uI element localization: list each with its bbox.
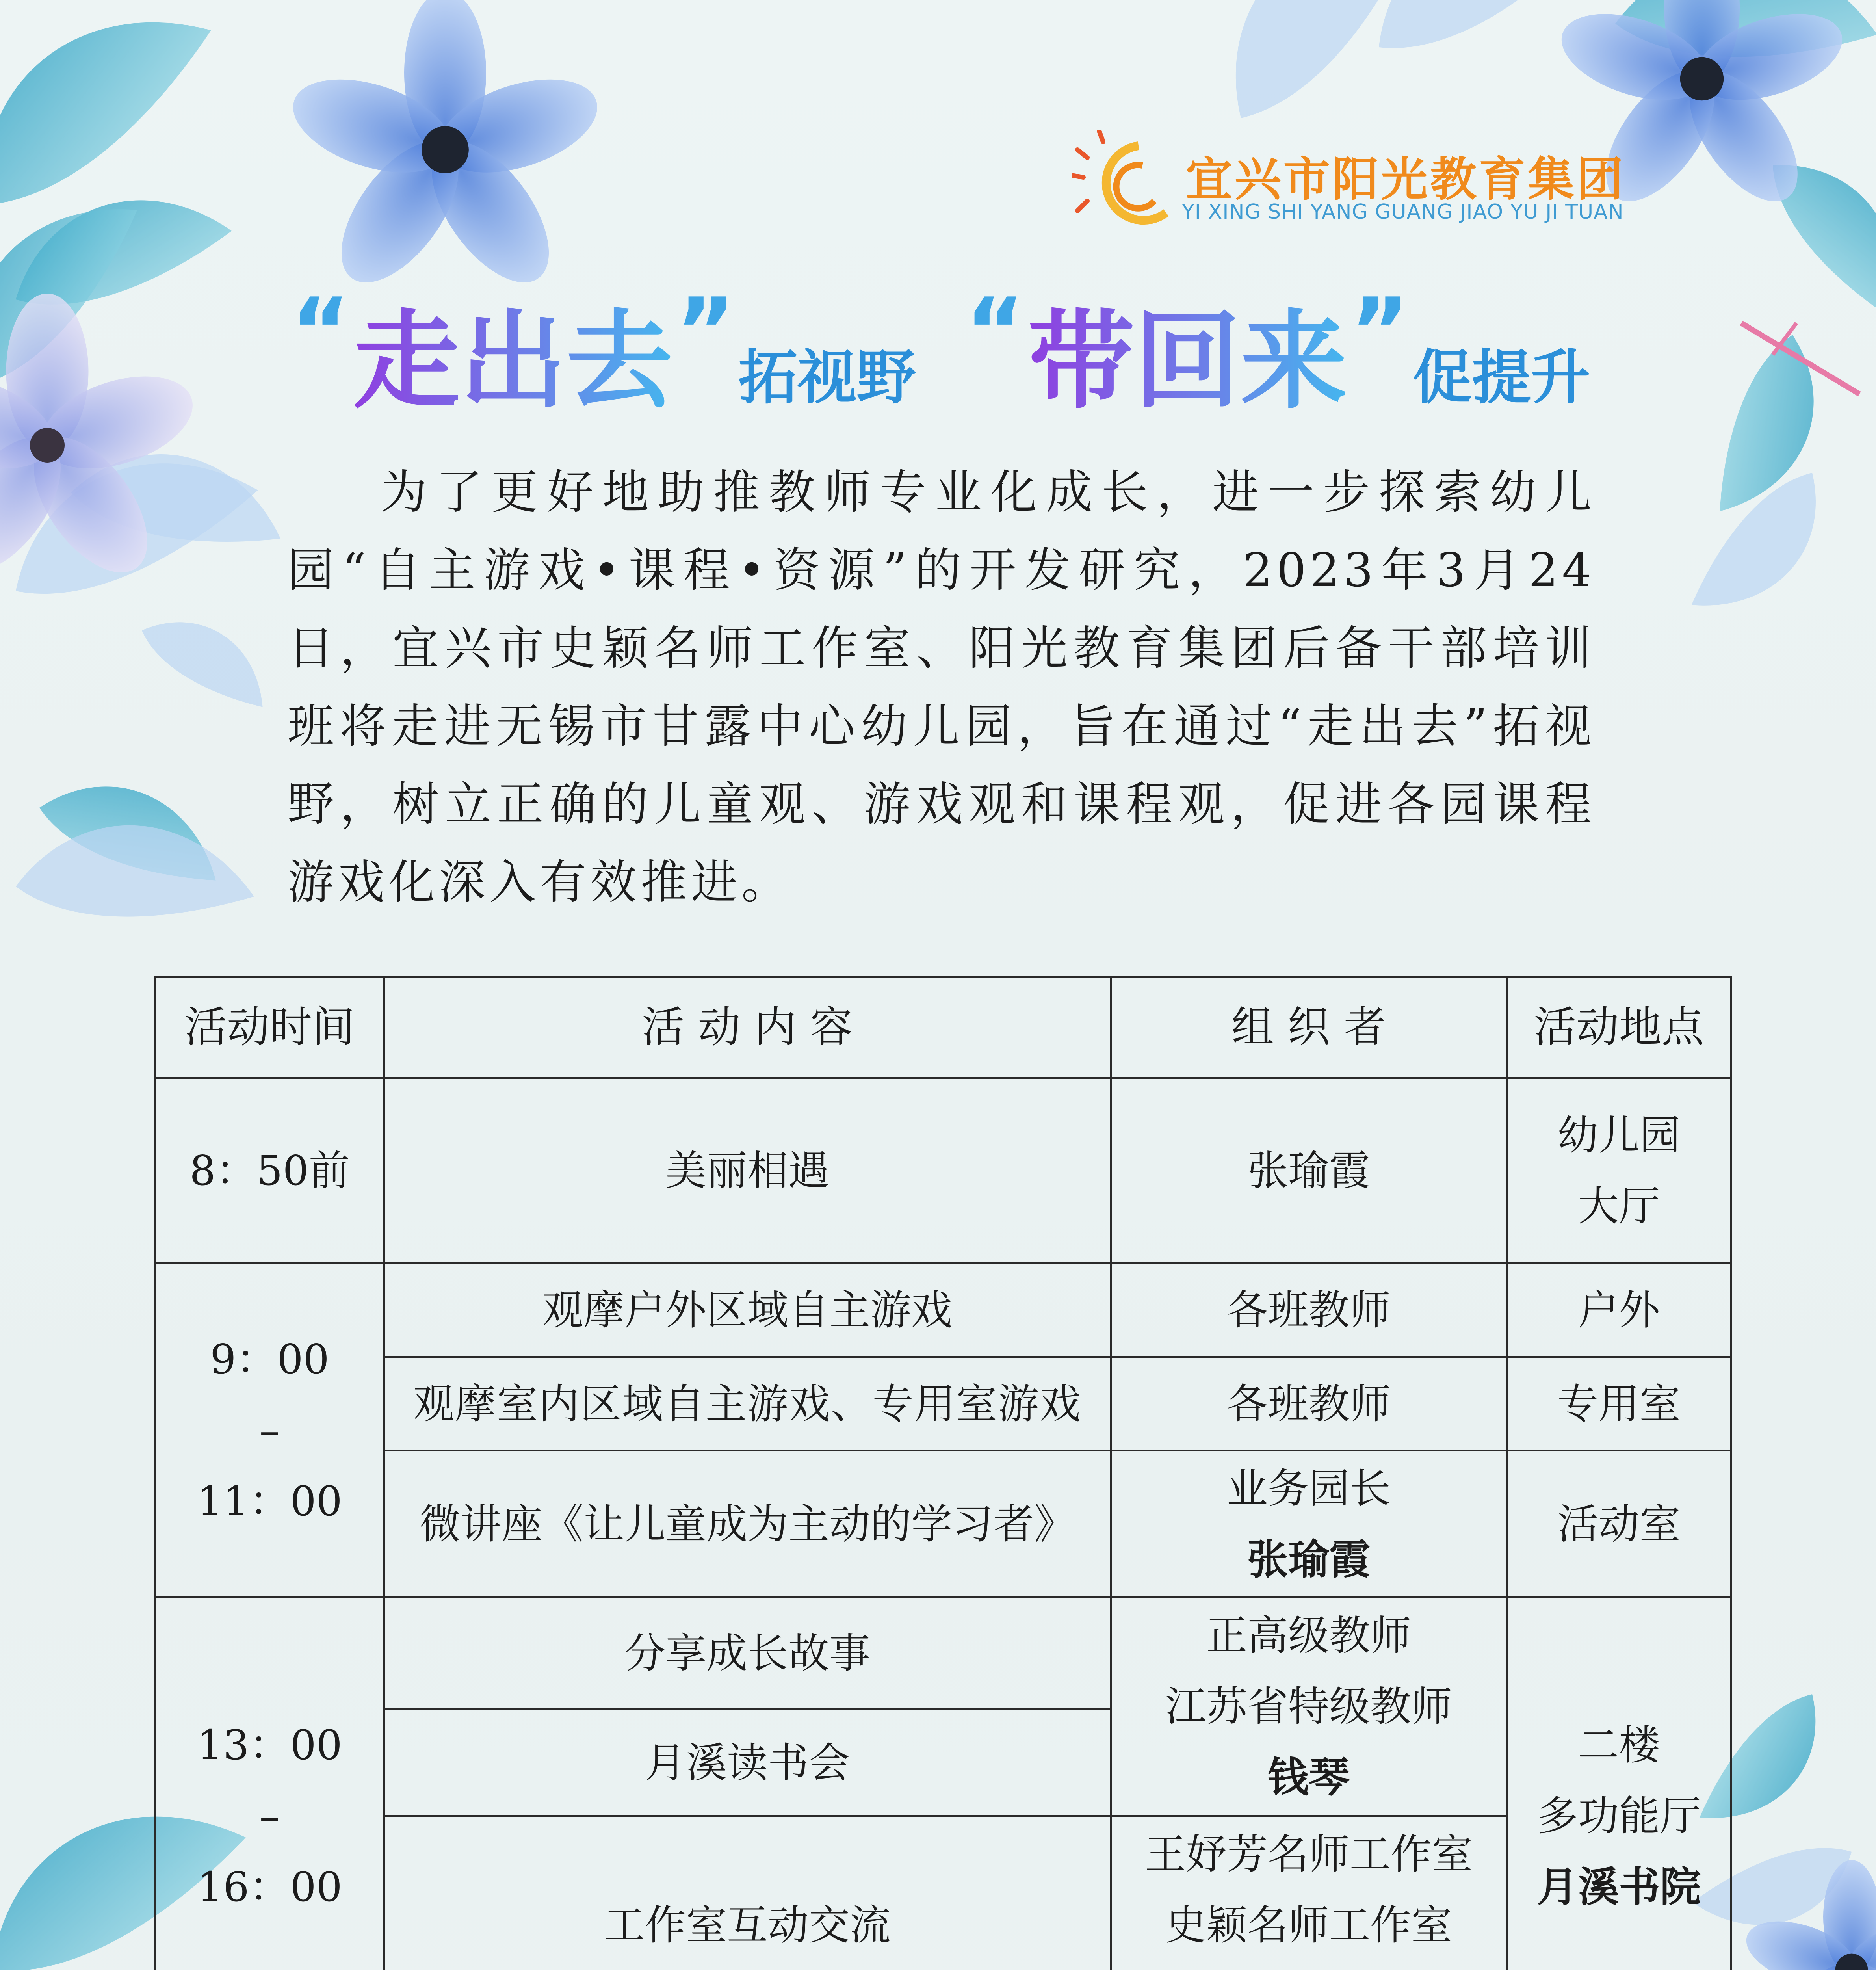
row1-location xyxy=(1507,1078,1731,1263)
header-organizer: 组 织 者 xyxy=(1111,978,1507,1078)
row1-time: 8：50前 xyxy=(156,1078,384,1263)
header-time: 活动时间 xyxy=(156,978,384,1078)
block3-r12-organizer-line3: 钱琴 xyxy=(1267,1753,1350,1801)
block2-r3-location: 活动室 xyxy=(1507,1451,1731,1597)
logo-name-cn: 宜兴市阳光教育集团 xyxy=(1186,152,1626,206)
block2-r1-organizer: 各班教师 xyxy=(1111,1263,1507,1357)
block2-r2-location: 专用室 xyxy=(1507,1357,1731,1451)
row1-location-line1: 幼儿园 xyxy=(1557,1111,1681,1159)
title-part1-sub: 拓视野 xyxy=(738,344,916,412)
block2-time-end: 11：00 xyxy=(197,1477,342,1525)
row1-organizer: 张瑜霞 xyxy=(1111,1078,1507,1263)
header-content: 活 动 内 容 xyxy=(384,978,1111,1078)
block3-r3-organizer-line1: 王妤芳名师工作室 xyxy=(1144,1830,1473,1878)
block2-time xyxy=(156,1263,384,1597)
title-part1-main: 走出去 xyxy=(353,299,673,423)
poster-title xyxy=(288,276,1627,426)
block2-r2-content: 观摩室内区域自主游戏、专用室游戏 xyxy=(384,1357,1111,1451)
table-row xyxy=(156,1597,1731,1710)
block3-r3-organizer-line3 xyxy=(1112,1961,1506,1970)
schedule-table xyxy=(154,976,1732,1970)
title-open-quote-1: “ xyxy=(291,279,351,384)
table-row xyxy=(156,1263,1731,1357)
title-close-quote-2: ” xyxy=(1350,279,1410,384)
block2-time-dash: – xyxy=(259,1406,280,1454)
block3-r3-content: 工作室互动交流 xyxy=(384,1816,1111,1970)
block3-r2-content: 月溪读书会 xyxy=(384,1710,1111,1816)
block2-r1-location: 户外 xyxy=(1507,1263,1731,1357)
title-close-quote-1: ” xyxy=(676,279,736,384)
block3-time-end: 16：00 xyxy=(197,1862,342,1911)
block2-r3-organizer-line1: 业务园长 xyxy=(1226,1464,1391,1513)
block3-r3-organizer xyxy=(1111,1816,1507,1970)
table-row xyxy=(156,1357,1731,1451)
block3-r12-organizer xyxy=(1111,1597,1507,1816)
row1-location-line2: 大厅 xyxy=(1578,1182,1660,1230)
intro-paragraph: 为了更好地助推教师专业化成长，进一步探索幼儿园“自主游戏•课程•资源”的开发研究，2023年3月24日，宜兴市史颖名师工作室、阳光教育集团后备干部培训班将走进无锡市甘露中心幼儿园，旨在通过“走出去”拓视野，树立正确的儿童观、游戏观和课程观，促进各园课程游戏化深入有效推进。 xyxy=(288,465,1596,909)
table-header-row xyxy=(156,978,1731,1078)
table-row xyxy=(156,1816,1731,1970)
block3-location-line1: 二楼 xyxy=(1578,1721,1660,1769)
block3-location-line3: 月溪书院 xyxy=(1537,1862,1701,1911)
row1-content: 美丽相遇 xyxy=(384,1078,1111,1263)
block2-r3-organizer xyxy=(1111,1451,1507,1597)
title-part2-main: 带回来 xyxy=(1028,299,1347,423)
sun-logo-icon xyxy=(1072,130,1182,236)
block2-r2-organizer: 各班教师 xyxy=(1111,1357,1507,1451)
table-row xyxy=(156,1078,1731,1263)
block3-time-dash: – xyxy=(259,1792,280,1840)
block3-r3-organizer-line2: 史颖名师工作室 xyxy=(1165,1901,1452,1949)
block3-time xyxy=(156,1597,384,1970)
title-open-quote-2: “ xyxy=(965,279,1025,384)
logo-name-pinyin: YI XING SHI YANG GUANG JIAO YU JI TUAN xyxy=(1182,200,1624,224)
block2-r3-organizer-line2: 张瑜霞 xyxy=(1247,1535,1370,1583)
block3-location xyxy=(1507,1597,1731,1970)
header-location: 活动地点 xyxy=(1507,978,1731,1078)
table-row xyxy=(156,1451,1731,1597)
block3-r12-organizer-line2: 江苏省特级教师 xyxy=(1165,1682,1452,1730)
block3-r12-organizer-line1: 正高级教师 xyxy=(1206,1611,1411,1660)
block2-time-start: 9：00 xyxy=(210,1335,329,1383)
block2-r1-content: 观摩户外区域自主游戏 xyxy=(384,1263,1111,1357)
block2-r3-content: 微讲座《让儿童成为主动的学习者》 xyxy=(384,1451,1111,1597)
title-part2-sub: 促提升 xyxy=(1413,344,1590,412)
logo xyxy=(1072,130,1726,236)
block3-location-line2: 多功能厅 xyxy=(1537,1792,1701,1840)
block3-r1-content: 分享成长故事 xyxy=(384,1597,1111,1710)
block3-time-start: 13：00 xyxy=(197,1721,342,1769)
